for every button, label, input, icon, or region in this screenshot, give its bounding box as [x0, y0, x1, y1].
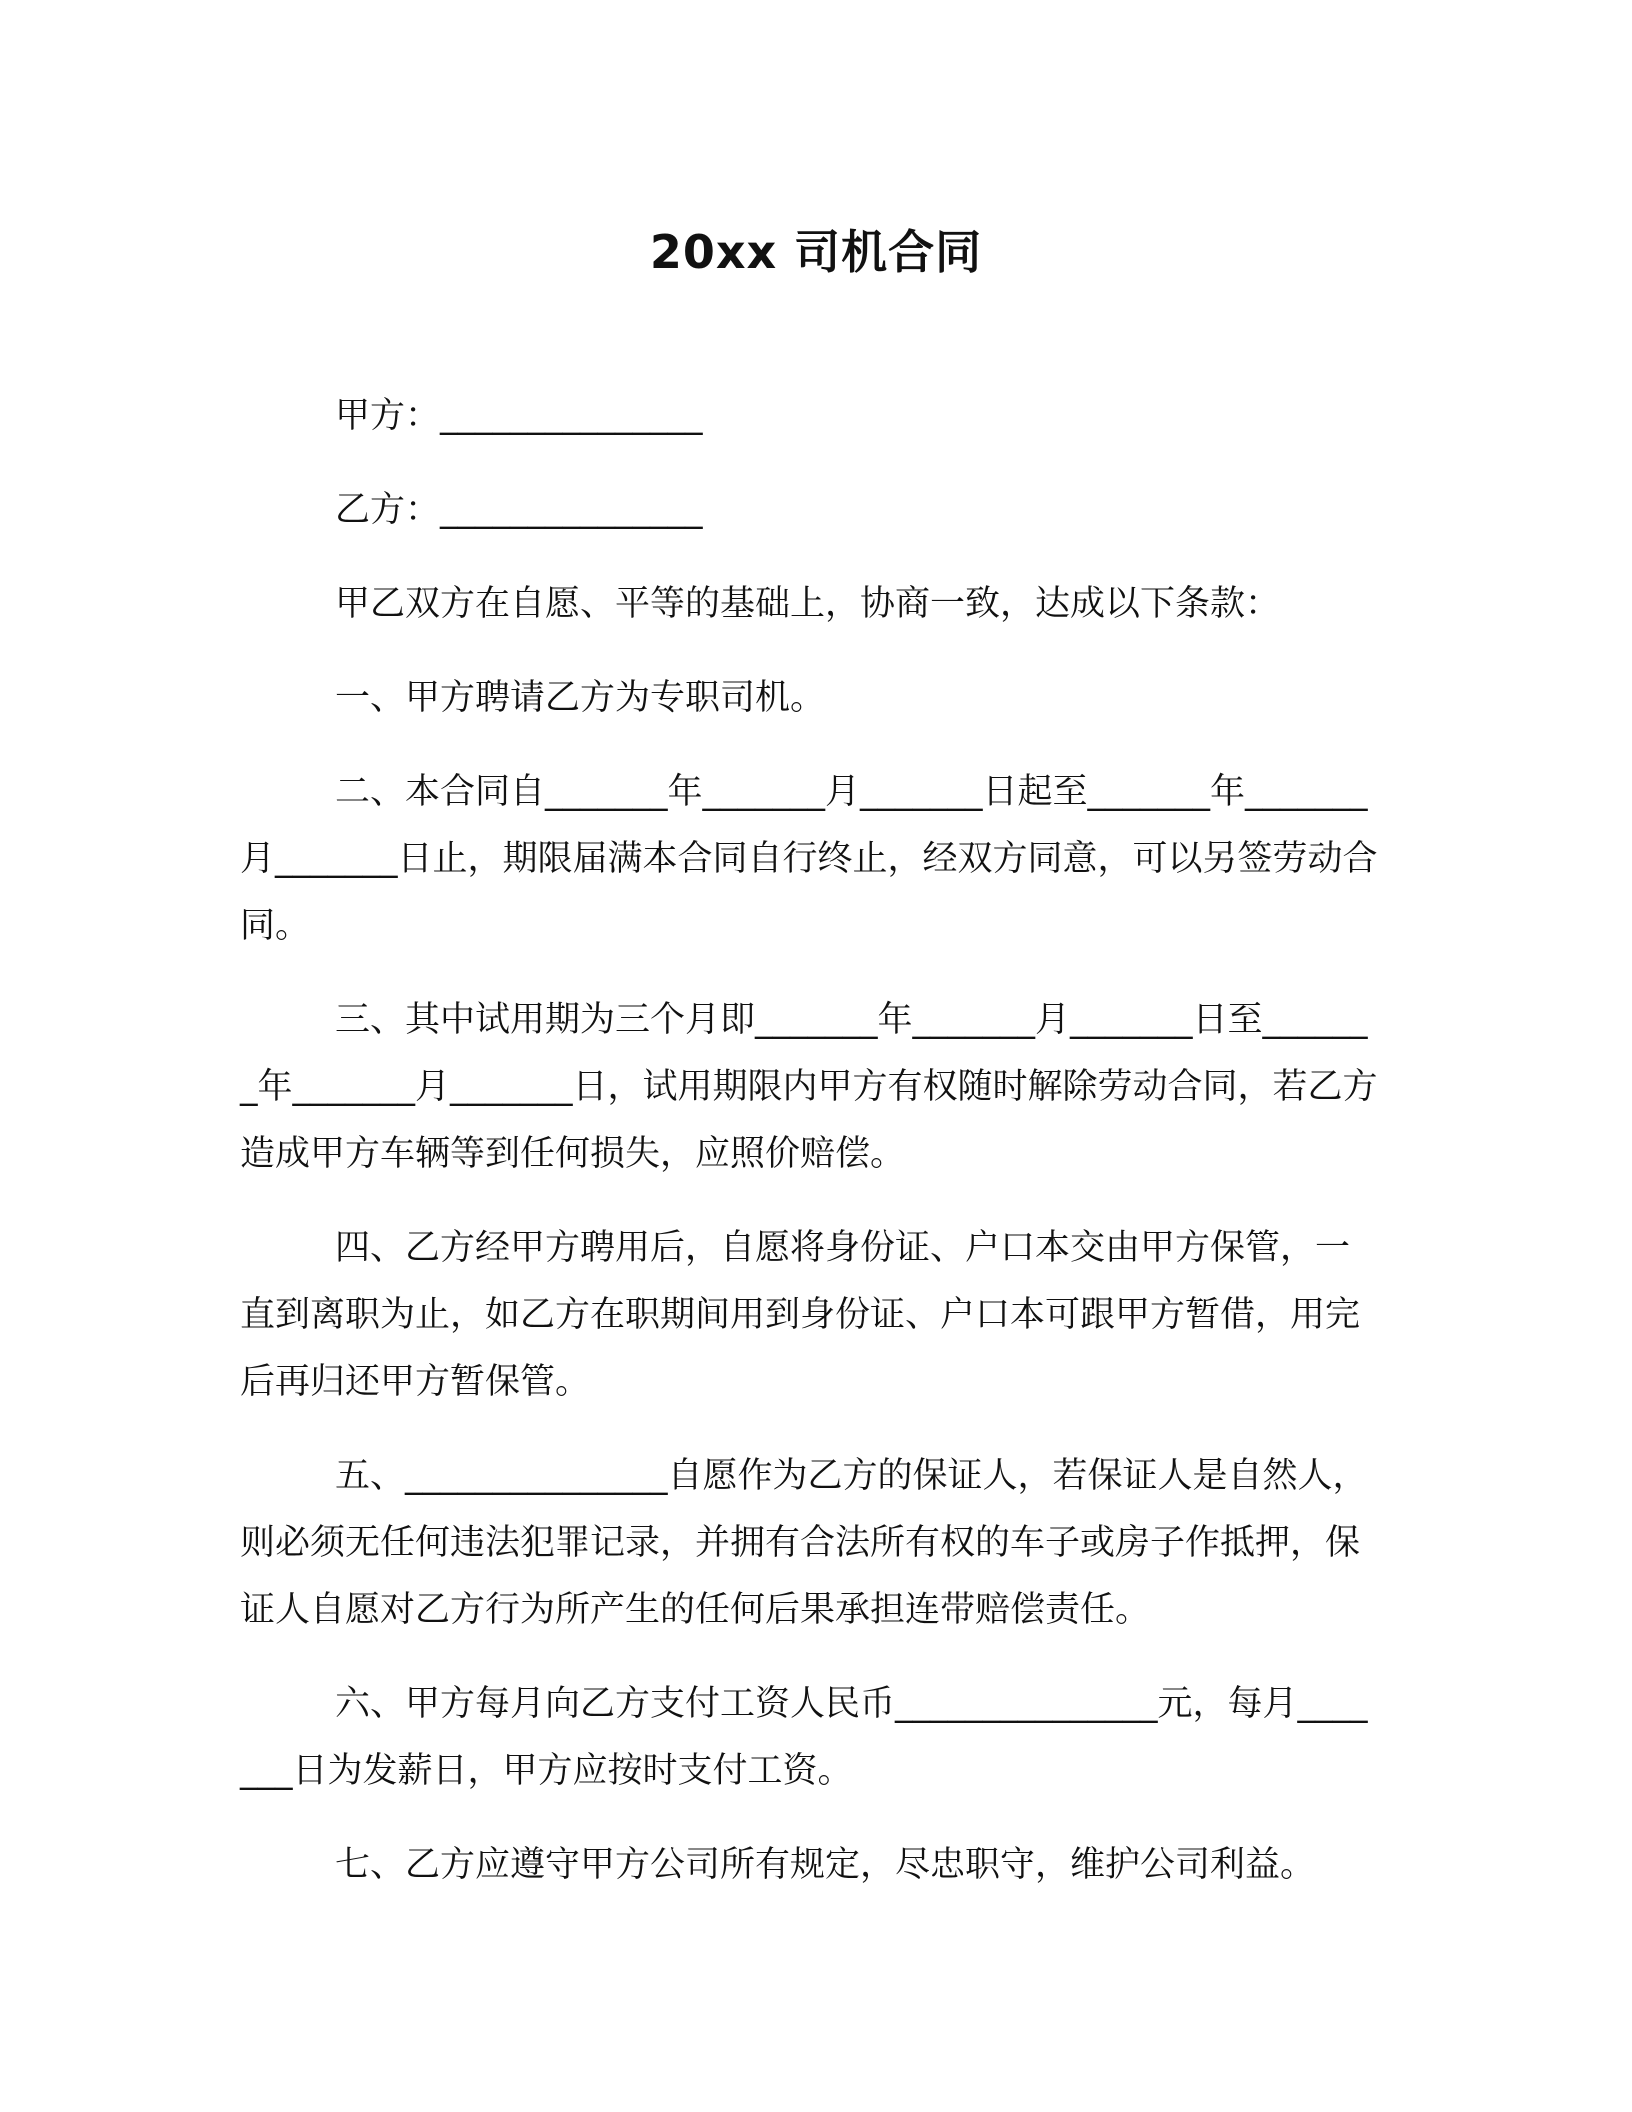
document-body	[240, 383, 1384, 1926]
clause-6: 六、甲方每月向乙方支付工资人民币_______________元，每月_______日为发薪日，甲方应按时支付工资。	[240, 1684, 1368, 1791]
party-a-line: 甲方：_______________	[335, 396, 703, 436]
clause-7: 七、乙方应遵守甲方公司所有规定，尽忠职守，维护公司利益。	[335, 1845, 1316, 1885]
document-title: 20xx 司机合同	[649, 225, 983, 279]
intro-paragraph: 甲乙双方在自愿、平等的基础上，协商一致，达成以下条款：	[335, 584, 1281, 624]
party-b-line: 乙方：_______________	[335, 490, 703, 530]
clause-2: 二、本合同自_______年_______月_______日起至_______年_______月_______日止，期限届满本合同自行终止，经双方同意，可以另签劳动合同。	[240, 772, 1378, 946]
clause-5: 五、_______________自愿作为乙方的保证人，若保证人是自然人，则必须无任何违法犯罪记录，并拥有合法所有权的车子或房子作抵押，保证人自愿对乙方行为所产生的任何后果承担连带赔偿责任。	[240, 1456, 1368, 1630]
clause-3: 三、其中试用期为三个月即_______年_______月_______日至_______年_______月_______日，试用期限内甲方有权随时解除劳动合同，若乙方造成甲方车辆等到任何损失，应照价赔偿。	[240, 1000, 1378, 1174]
clause-4: 四、乙方经甲方聘用后，自愿将身份证、户口本交由甲方保管，一直到离职为止，如乙方在职期间用到身份证、户口本可跟甲方暂借，用完后再归还甲方暂保管。	[240, 1228, 1361, 1402]
clause-1: 一、甲方聘请乙方为专职司机。	[335, 678, 826, 718]
